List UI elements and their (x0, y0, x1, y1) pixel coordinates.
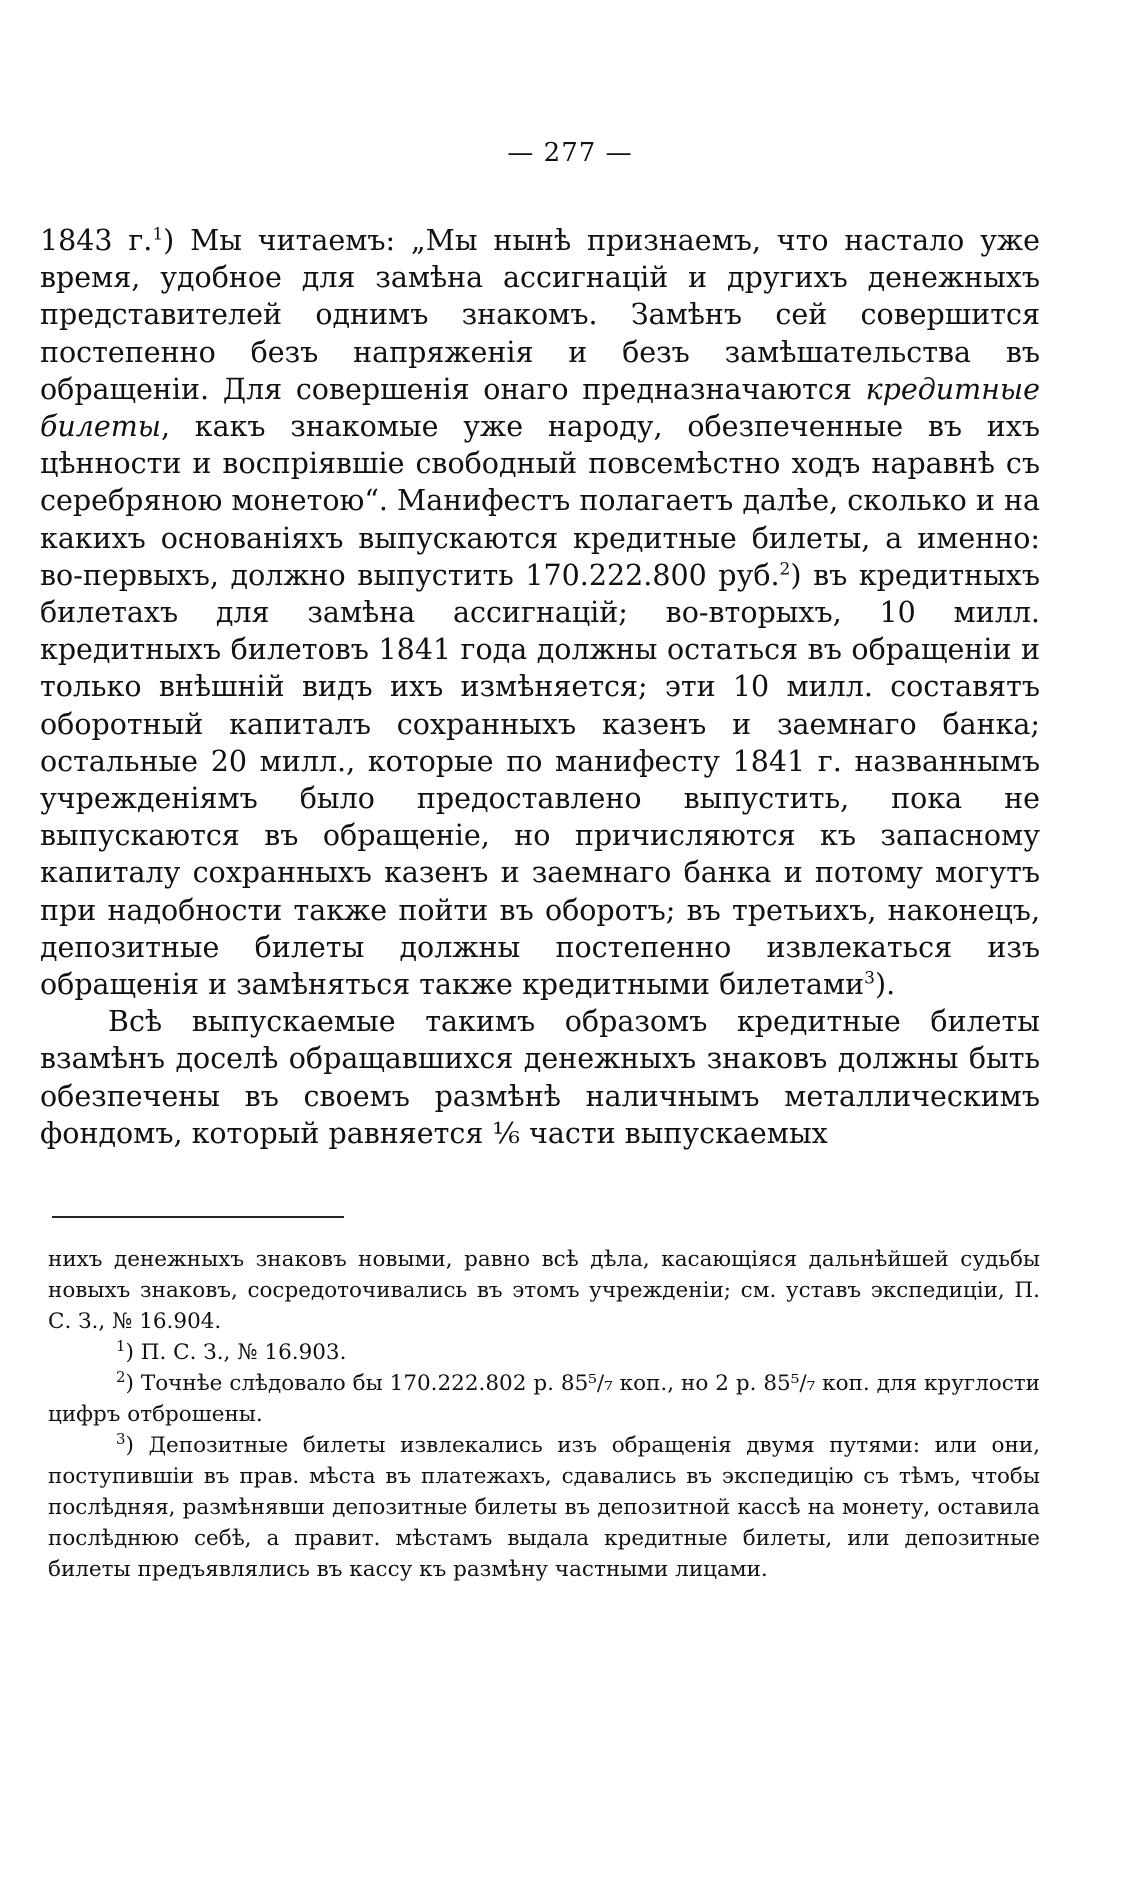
footnote-1 (48, 1337, 1040, 1368)
footnote-3-text: ) Депозитные билеты извлекались изъ обращенія двумя путями: или они, поступившіи въ прав. мѣста въ платежахъ, сдавались въ экспедицію съ тѣмъ, чтобы послѣдняя, размѣнявши депозитные билеты въ депозитной кассѣ на монету, оставила послѣднюю себѣ, а правит. мѣстамъ выдала кредитные билеты, или депозитные билеты предъявлялись въ кассу къ размѣну частными лицами. (48, 1433, 1040, 1582)
paragraph-2: Всѣ выпускаемые такимъ образомъ кредитные билеты взамѣнъ доселѣ обращавшихся денежныхъ знаковъ должны быть обезпечены въ своемъ размѣнѣ наличнымъ металлическимъ фондомъ, который равняется ⅙ части выпускаемых (40, 1005, 1040, 1150)
footnote-3 (48, 1430, 1040, 1585)
paragraph-1-text-d: ). (875, 968, 896, 1002)
paragraph-1-lead: 1843 г. (40, 224, 153, 257)
page-number: — 277 — (507, 138, 633, 168)
footnote-3-mark: 3 (116, 1429, 126, 1448)
footnote-divider (52, 1216, 344, 1218)
paragraph-1-text-c: ) въ кредитныхъ билетахъ для замѣна ассигнацій; во-вторыхъ, 10 милл. кредитныхъ билетовъ 1841 года должны остаться въ обращеніи и только внѣшній видъ ихъ измѣняется; эти 10 милл. составятъ оборотный капиталъ сохранныхъ казенъ и заемнаго банка; остальные 20 милл., которые по манифесту 1841 г. названнымъ учрежденіямъ было предоставлено выпустить, пока не выпускаются въ обращеніе, но причисляются къ запасному капиталу сохранныхъ казенъ и заемнаго банка и потому могутъ при надобности также пойти въ оборотъ; въ третьихъ, наконецъ, депозитные билеты должны постепенно извлекаться изъ обращенія и замѣняться также кредитными билетами (40, 558, 1040, 1002)
paragraph-1-text-b: , какъ знакомые уже народу, обезпеченные въ ихъ цѣнности и воспріявшіе свободный повсемѣстно ходъ наравнѣ съ серебряною монетою“. Манифестъ полагаетъ далѣе, сколько и на какихъ основаніяхъ выпускаются кредитные билеты, а именно: во-первыхъ, должно выпустить 170.222.800 руб. (40, 410, 1040, 592)
italic-term: кредитные билеты (40, 372, 1040, 444)
footnote-2 (48, 1368, 1040, 1430)
footnote-ref-1[interactable]: 1 (152, 224, 164, 245)
footnote-ref-3[interactable]: 3 (864, 968, 875, 989)
paragraph-1 (40, 222, 1040, 1003)
footnote-1-text: ) П. С. З., № 16.903. (125, 1340, 347, 1365)
paragraph-1-text-a: ) Мы читаемъ: „Мы нынѣ признаемъ, что настало уже время, удобное для замѣна ассигнацій и другихъ денежныхъ представителей однимъ знакомъ. Замѣнъ сей совершится постепенно безъ напряженія и безъ замѣшательства въ обращеніи. Для совершенія онаго предназначаются (40, 224, 1040, 406)
main-text (40, 222, 1040, 1152)
footnote-continuation: нихъ денежныхъ знаковъ новыми, равно всѣ дѣла, касающіяся дальнѣйшей судьбы новыхъ знаковъ, сосредоточивались въ этомъ учрежденіи; см. уставъ экспедиціи, П. С. З., № 16.904. (48, 1247, 1040, 1334)
footnotes (48, 1244, 1040, 1585)
footnote-1-mark: 1 (116, 1336, 126, 1355)
footnote-2-mark: 2 (116, 1367, 126, 1386)
footnote-ref-2[interactable]: 2 (779, 559, 791, 580)
footnote-2-text: ) Точнѣе слѣдовало бы 170.222.802 р. 85⁵/₇ коп., но 2 р. 85⁵/₇ коп. для круглости цифръ отброшены. (48, 1371, 1040, 1427)
